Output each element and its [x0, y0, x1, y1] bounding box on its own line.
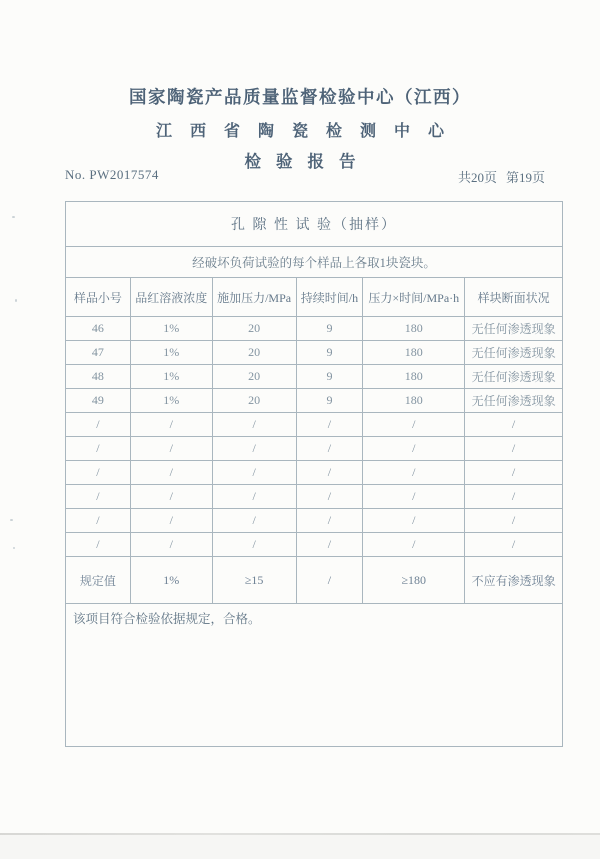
table-cell: /: [296, 557, 363, 604]
table-cell: 9: [296, 365, 363, 389]
table-row: [66, 389, 563, 413]
table-cell: 不应有渗透现象: [465, 557, 563, 604]
table-row: [66, 365, 563, 389]
table-cell: /: [296, 413, 363, 437]
table-cell: /: [130, 437, 212, 461]
table-cell: 48: [66, 365, 131, 389]
table-cell: /: [296, 485, 363, 509]
conclusion-note: 该项目符合检验依据规定，合格。: [66, 604, 563, 747]
table-cell: 1%: [130, 557, 212, 604]
table-cell: /: [465, 413, 563, 437]
table-cell: /: [296, 437, 363, 461]
report-title: 检验报告: [244, 152, 371, 171]
table-cell: 1%: [130, 389, 212, 413]
table-cell: 1%: [130, 341, 212, 365]
table-row: [66, 341, 563, 365]
table-cell: /: [212, 461, 296, 485]
table-cell: /: [66, 461, 131, 485]
scan-artifact: [12, 216, 15, 218]
table-cell: 180: [363, 317, 465, 341]
table-cell: /: [66, 413, 131, 437]
table-cell: 9: [296, 317, 363, 341]
table-cell: /: [66, 485, 131, 509]
table-row: [66, 413, 563, 437]
table-cell: 20: [212, 365, 296, 389]
table-cell: /: [296, 461, 363, 485]
table-cell: /: [363, 509, 465, 533]
report-number: No. PW2017574: [65, 167, 159, 182]
page-edge-background: [0, 835, 600, 859]
table-cell: 180: [363, 341, 465, 365]
table-row: [66, 533, 563, 557]
table-cell: 9: [296, 341, 363, 365]
specified-value-row: [66, 557, 563, 604]
table-cell: /: [130, 533, 212, 557]
scan-artifact: [10, 519, 13, 521]
table-row: [66, 437, 563, 461]
col-header-applied-pressure: 施加压力/MPa: [212, 278, 296, 317]
table-cell: 20: [212, 389, 296, 413]
table-cell: /: [465, 461, 563, 485]
table-cell: 9: [296, 389, 363, 413]
col-header-pressure-times-time: 压力×时间/MPa·h: [363, 278, 465, 317]
spec-row-label: 规定值: [66, 557, 131, 604]
table-cell: 47: [66, 341, 131, 365]
table-cell: 20: [212, 341, 296, 365]
table-cell: /: [130, 485, 212, 509]
table-row: [66, 247, 563, 278]
table-row: [66, 202, 563, 247]
scan-artifact: [13, 547, 15, 549]
table-cell: /: [66, 437, 131, 461]
table-cell: ≥15: [212, 557, 296, 604]
report-header: [0, 84, 600, 172]
table-cell: /: [130, 461, 212, 485]
table-cell: /: [363, 437, 465, 461]
table-cell: 无任何渗透现象: [465, 341, 563, 365]
table-cell: /: [363, 413, 465, 437]
table-cell: 1%: [130, 365, 212, 389]
table-cell: ≥180: [363, 557, 465, 604]
table-cell: 46: [66, 317, 131, 341]
table-cell: /: [296, 533, 363, 557]
table-cell: /: [212, 509, 296, 533]
table-cell: /: [212, 485, 296, 509]
table-cell: /: [130, 413, 212, 437]
test-result-table: [65, 201, 563, 747]
current-page: 第19页: [505, 170, 545, 185]
table-cell: /: [363, 461, 465, 485]
col-header-solution-concentration: 品红溶液浓度: [130, 278, 212, 317]
table-cell: /: [465, 533, 563, 557]
table-cell: 无任何渗透现象: [465, 317, 563, 341]
scan-artifact: [15, 299, 17, 302]
table-cell: 1%: [130, 317, 212, 341]
table-header-row: [66, 278, 563, 317]
col-header-duration: 持续时间/h: [296, 278, 363, 317]
col-header-sample-number: 样品小号: [66, 278, 131, 317]
page-indicator: [458, 167, 545, 186]
table-cell: /: [130, 509, 212, 533]
table-subtitle: 经破坏负荷试验的每个样品上各取1块瓷块。: [66, 247, 563, 278]
table-cell: /: [66, 509, 131, 533]
table-cell: /: [465, 437, 563, 461]
table-cell: 180: [363, 365, 465, 389]
table-cell: /: [363, 533, 465, 557]
table-cell: /: [66, 533, 131, 557]
center-title: 江西省陶瓷检测中心: [155, 123, 462, 140]
total-pages: 共20页: [457, 170, 497, 185]
org-title: 国家陶瓷产品质量监督检验中心（江西）: [129, 87, 471, 107]
table-cell: /: [296, 509, 363, 533]
table-cell: 20: [212, 317, 296, 341]
table-row: [66, 604, 563, 747]
table-cell: /: [363, 485, 465, 509]
table-cell: 49: [66, 389, 131, 413]
table-cell: 无任何渗透现象: [465, 389, 563, 413]
table-cell: /: [212, 413, 296, 437]
table-cell: /: [212, 437, 296, 461]
table-row: [66, 485, 563, 509]
table-cell: /: [465, 509, 563, 533]
table-row: [66, 461, 563, 485]
table-cell: 180: [363, 389, 465, 413]
table-cell: 无任何渗透现象: [465, 365, 563, 389]
table-title: 孔 隙 性 试 验（抽样）: [66, 202, 563, 247]
table-cell: /: [465, 485, 563, 509]
table-row: [66, 317, 563, 341]
col-header-cross-section-state: 样块断面状况: [465, 278, 563, 317]
table-cell: /: [212, 533, 296, 557]
table-row: [66, 509, 563, 533]
